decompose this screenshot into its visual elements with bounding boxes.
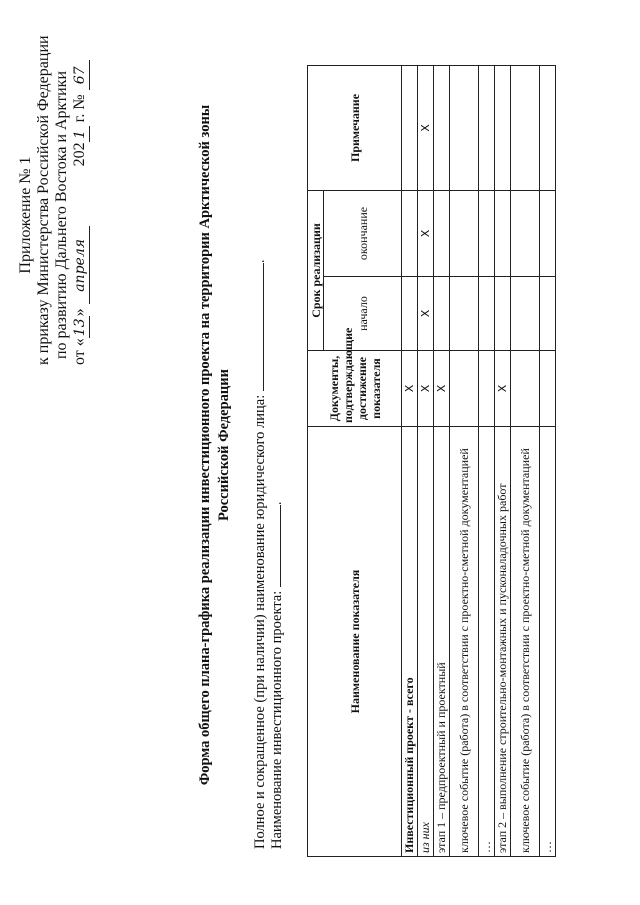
row-indicator-name: из них [418,427,434,857]
row-start-cell [434,277,450,351]
row-note-cell [511,65,540,190]
date-year-handwritten: 1 [71,126,90,142]
form-fields [252,209,286,849]
row-indicator-name: этап 2 – выполнение строительно-монтажных и пусконаладочных работ [495,427,511,857]
row-note-cell [402,65,418,190]
row-end-cell: X [418,190,434,276]
row-indicator-name: ключевое событие (работа) в соответствии с проектно-сметной документацией [511,427,540,857]
row-start-cell [540,277,556,351]
row-start-cell [479,277,495,351]
date-suffix: г. № [71,94,88,123]
table-row [511,65,540,856]
schedule-table [307,65,556,857]
row-end-cell [495,190,511,276]
date-prefix: от « [71,338,88,365]
table-row [418,65,434,856]
appendix-block [17,35,90,365]
row-indicator-name: ключевое событие (работа) в соответствии с проектно-сметной документацией [450,427,479,857]
appendix-date-line [71,65,90,365]
row-docs-cell: X [418,351,434,427]
appendix-ministry-line: по развитию Дальнего Востока и Арктики [53,70,70,360]
header-supporting-documents: Документы, подтверждающие достижение показателя [308,351,402,427]
form-title [196,45,234,845]
date-month-handwritten: апреля [71,226,90,304]
form-title-line-2: Российской Федерации [216,369,232,522]
legal-entity-field: Полное и сокращенное (при наличии) наименование юридического лица: . [252,259,268,849]
header-implementation-period: Срок реализации [308,190,324,350]
row-note-cell [434,65,450,190]
table-row [450,65,479,856]
date-day-handwritten: 13 [72,318,88,337]
header-indicator-name: Наименование показателя [308,427,402,857]
row-docs-cell [450,351,479,427]
legal-entity-blank [263,263,264,391]
row-docs-cell [511,351,540,427]
table-row [402,65,418,856]
row-start-cell [402,277,418,351]
order-number-handwritten: 67 [71,60,90,90]
row-end-cell [540,190,556,276]
row-docs-cell: X [495,351,511,427]
row-note-cell [479,65,495,190]
row-docs-cell: X [402,351,418,427]
row-docs-cell: X [434,351,450,427]
row-note-cell: X [418,65,434,190]
row-start-cell [450,277,479,351]
appendix-title: Приложение № 1 [17,156,34,274]
row-indicator-name: … [479,427,495,857]
project-name-blank [280,505,281,587]
table-row [495,65,511,856]
row-docs-cell [540,351,556,427]
project-name-label: Наименование инвестиционного проекта: [269,590,285,849]
row-end-cell [402,190,418,276]
header-end: окончание [324,190,402,276]
row-note-cell [540,65,556,190]
row-end-cell [511,190,540,276]
date-mid: » [71,308,88,317]
legal-entity-label: Полное и сокращенное (при наличии) наименование юридического лица: [252,394,268,849]
table-row [540,65,556,856]
row-start-cell: X [418,277,434,351]
row-indicator-name: этап 1 – предпроектный и проектный [434,427,450,857]
header-note: Примечание [308,65,402,190]
appendix-order-line: к приказу Министерства Российской Федерации [35,35,52,365]
row-start-cell [495,277,511,351]
row-start-cell [511,277,540,351]
row-note-cell [450,65,479,190]
row-indicator-name: Инвестиционный проект - всего [402,427,418,857]
header-start: начало [324,277,402,351]
row-docs-cell [479,351,495,427]
row-end-cell [434,190,450,276]
row-note-cell [495,65,511,190]
project-name-field: Наименование инвестиционного проекта: . [269,501,285,849]
row-end-cell [479,190,495,276]
row-end-cell [450,190,479,276]
row-indicator-name: … [540,427,556,857]
table-row [479,65,495,856]
date-year: 202 [71,142,88,167]
form-title-line-1: Форма общего плана-графика реализации инвестиционного проекта на территории Арктической зоны [197,104,213,786]
table-row [434,65,450,856]
